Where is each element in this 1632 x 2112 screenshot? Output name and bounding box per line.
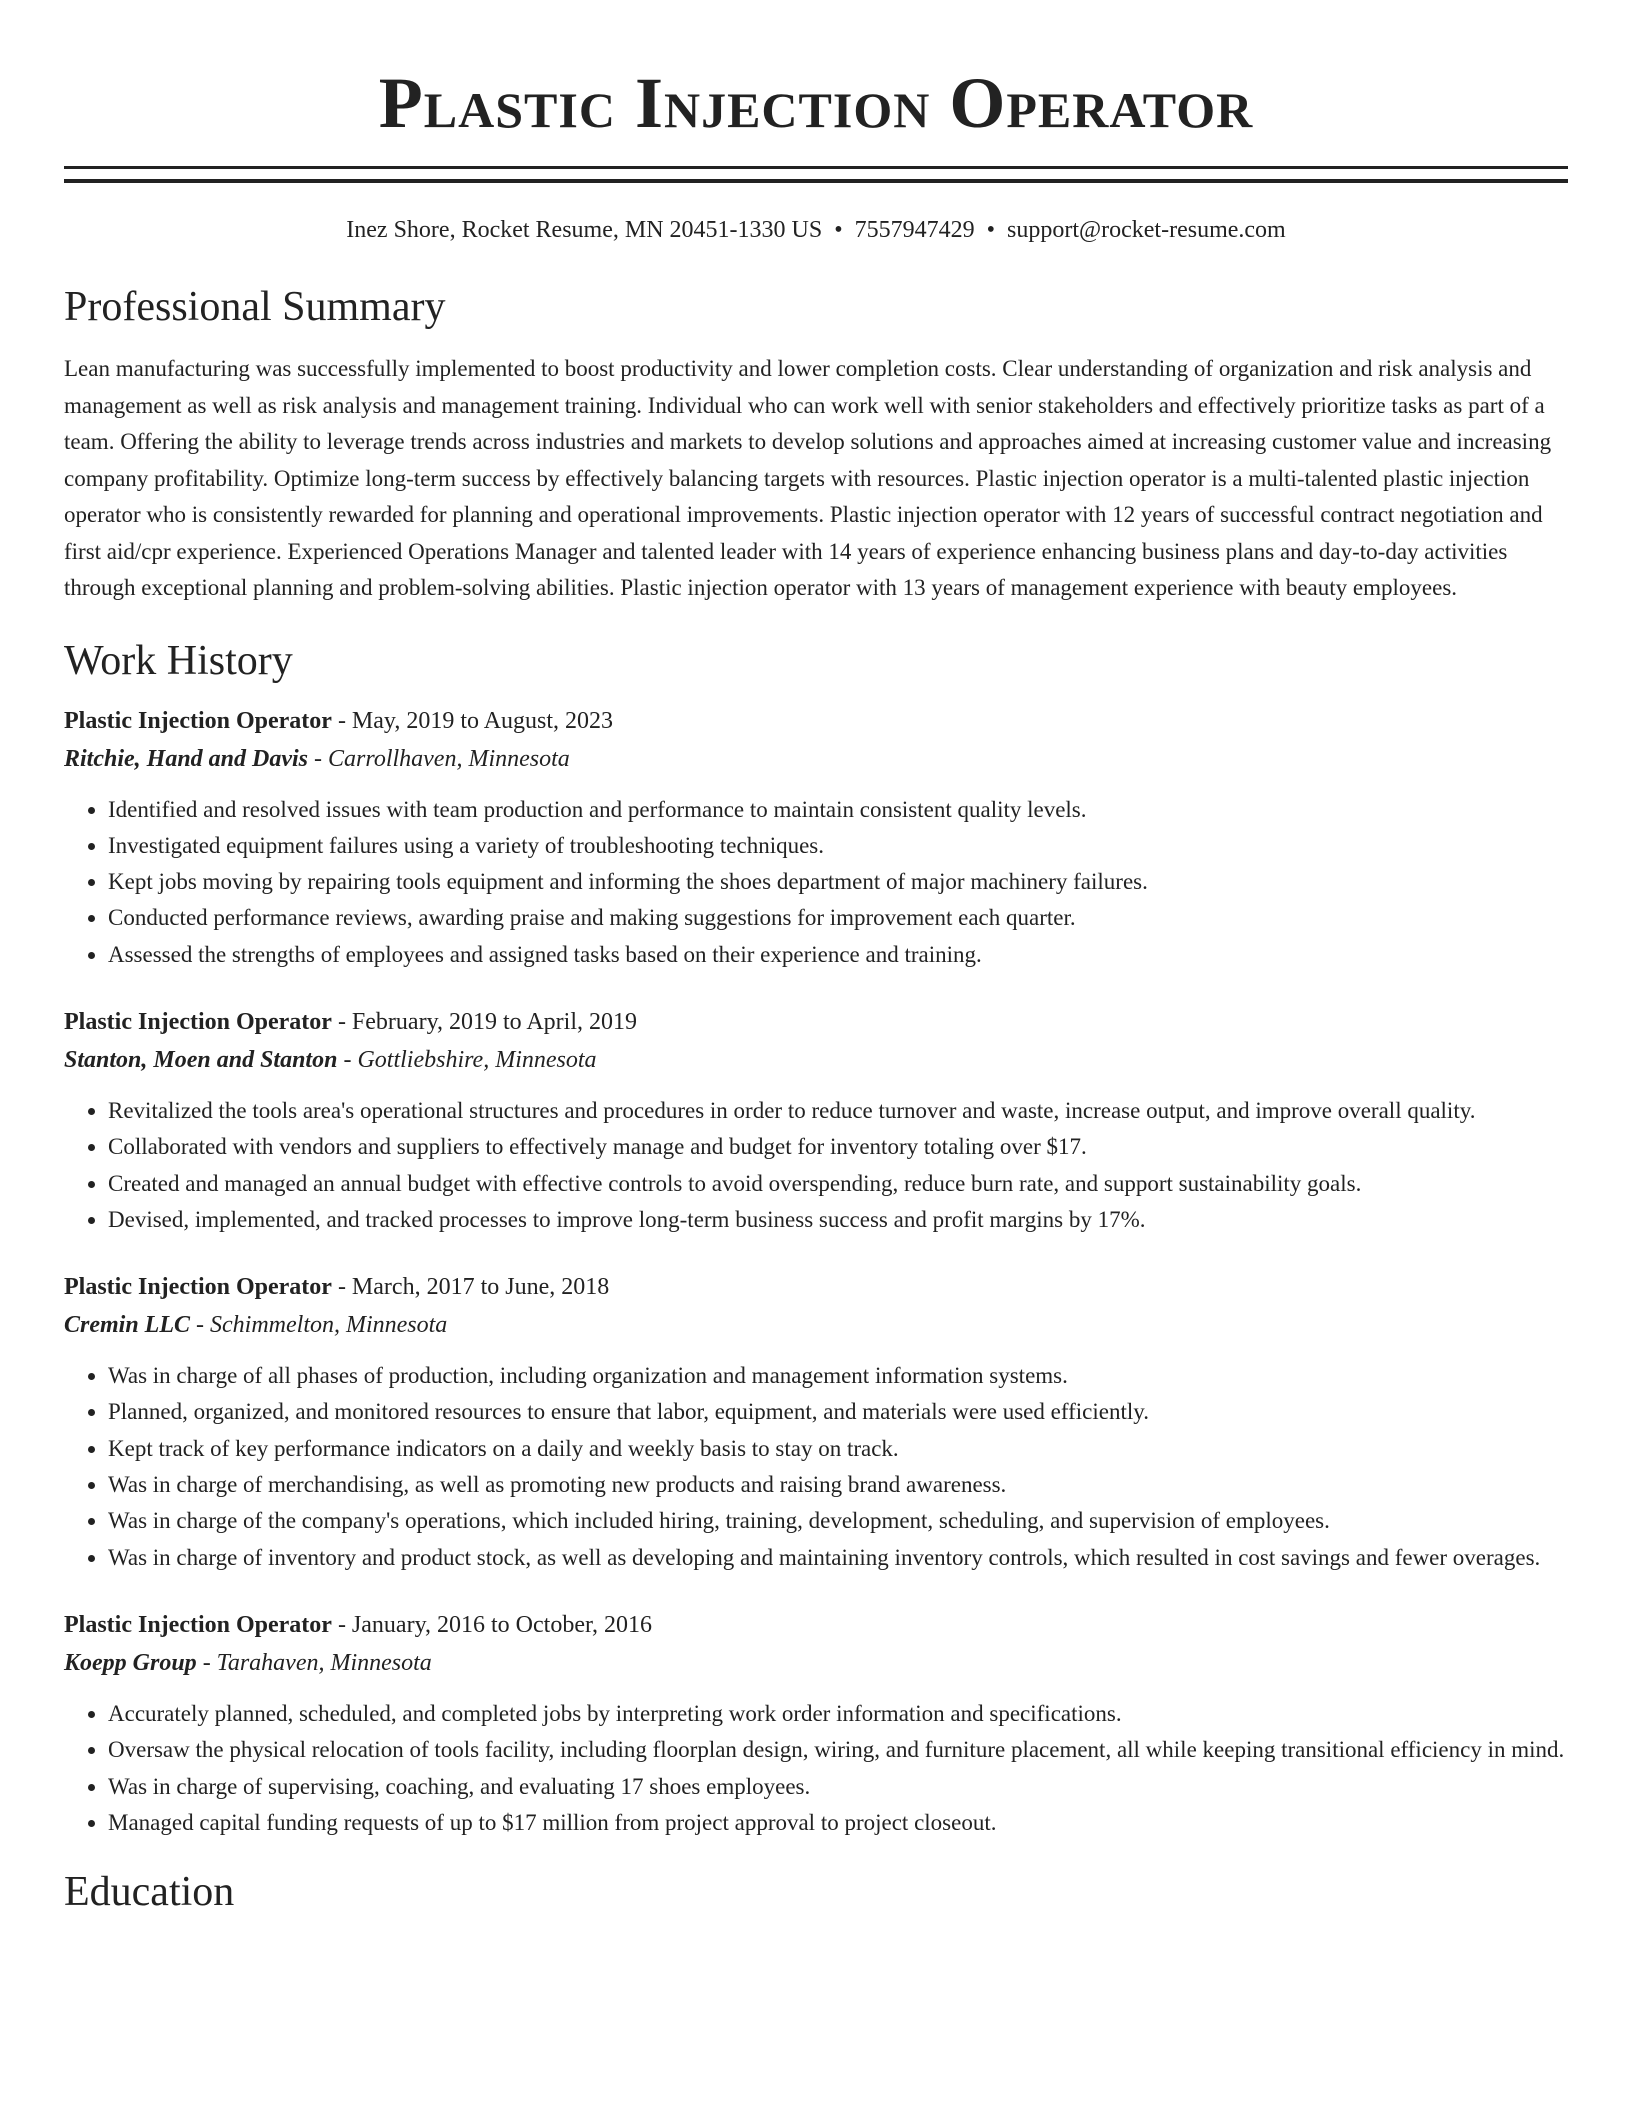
job-company: Koepp Group	[64, 1649, 197, 1676]
job-company: Stanton, Moen and Stanton	[64, 1046, 338, 1073]
job-duty: • Oversaw the physical relocation of tools facility, including floorplan design, wiring, and furniture placement, all while keeping transitional efficiency in mind.	[108, 1732, 1568, 1768]
company-line	[64, 1306, 1568, 1344]
job-duty: • Collaborated with vendors and suppliers to effectively manage and budget for inventory totaling over $17.	[108, 1129, 1568, 1165]
job-location: - Tarahaven, Minnesota	[196, 1649, 432, 1676]
contact-address: Inez Shore, Rocket Resume, MN 20451-1330 US	[346, 217, 823, 243]
company-line	[64, 1041, 1568, 1079]
job-duties-list	[64, 792, 1568, 973]
job-duty: • Kept track of key performance indicators on a daily and weekly basis to stay on track.	[108, 1431, 1568, 1467]
job-duty: • Created and managed an annual budget with effective controls to avoid overspending, reduce burn rate, and support sustainability goals.	[108, 1166, 1568, 1202]
job-duty: • Was in charge of inventory and product stock, as well as developing and maintaining inventory controls, which resulted in cost savings and fewer overages.	[108, 1540, 1568, 1576]
job-duty: • Devised, implemented, and tracked processes to improve long-term business success and profit margins by 17%.	[108, 1202, 1568, 1238]
company-line	[64, 740, 1568, 778]
job-duty: • Assessed the strengths of employees and assigned tasks based on their experience and training.	[108, 937, 1568, 973]
contact-separator: •	[834, 217, 843, 243]
education-heading: Education	[64, 1869, 235, 1916]
job-title-line	[64, 1268, 1568, 1306]
job-duty: • Identified and resolved issues with team production and performance to maintain consistent quality levels.	[108, 792, 1568, 828]
job-location: - Carrollhaven, Minnesota	[308, 745, 570, 772]
job-duties-list	[64, 1093, 1568, 1238]
job-duty: • Conducted performance reviews, awarding praise and making suggestions for improvement each quarter.	[108, 900, 1568, 936]
job-title-line	[64, 1606, 1568, 1644]
job-duty: • Kept jobs moving by repairing tools equipment and informing the shoes department of major machinery failures.	[108, 864, 1568, 900]
resume-page	[64, 0, 1568, 1918]
job-role: Plastic Injection Operator	[64, 1274, 332, 1301]
job-duties-list	[64, 1696, 1568, 1841]
contact-email: support@rocket-resume.com	[1007, 217, 1286, 243]
job-duty: • Accurately planned, scheduled, and completed jobs by interpreting work order information and specifications.	[108, 1696, 1568, 1732]
job-dates: - February, 2019 to April, 2019	[331, 1008, 638, 1035]
job-duty: • Was in charge of the company's operations, which included hiring, training, development, scheduling, and supervision of employees.	[108, 1503, 1568, 1539]
job-dates: - January, 2016 to October, 2016	[331, 1611, 653, 1638]
job-title-line	[64, 702, 1568, 740]
job-company: Ritchie, Hand and Davis	[64, 745, 309, 772]
work-history-heading: Work History	[64, 637, 293, 684]
job-duty: • Managed capital funding requests of up to $17 million from project approval to project closeout.	[108, 1805, 1568, 1841]
contact-line	[64, 213, 1568, 247]
job-entry	[64, 702, 1568, 973]
job-duty: • Investigated equipment failures using a variety of troubleshooting techniques.	[108, 828, 1568, 864]
job-dates: - May, 2019 to August, 2023	[331, 707, 614, 734]
contact-separator: •	[986, 217, 996, 243]
job-duty: • Was in charge of all phases of production, including organization and management information systems.	[108, 1358, 1568, 1394]
job-role: Plastic Injection Operator	[64, 1611, 332, 1638]
company-line	[64, 1644, 1568, 1682]
job-role: Plastic Injection Operator	[64, 1008, 332, 1035]
job-duties-list	[64, 1358, 1568, 1576]
job-title-line	[64, 1003, 1568, 1041]
job-company: Cremin LLC	[64, 1312, 191, 1339]
summary-heading: Professional Summary	[64, 284, 446, 330]
job-duty: • Was in charge of merchandising, as well as promoting new products and raising brand awareness.	[108, 1467, 1568, 1503]
job-entry	[64, 1606, 1568, 1841]
contact-phone: 7557947429	[854, 217, 975, 243]
job-dates: - March, 2017 to June, 2018	[331, 1274, 610, 1301]
job-location: - Gottliebshire, Minnesota	[337, 1046, 597, 1073]
job-entry	[64, 1268, 1568, 1576]
title-double-rule	[64, 166, 1568, 183]
job-role: Plastic Injection Operator	[64, 707, 332, 734]
job-duty: • Was in charge of supervising, coaching, and evaluating 17 shoes employees.	[108, 1769, 1568, 1805]
job-duty: • Revitalized the tools area's operational structures and procedures in order to reduce turnover and waste, increase output, and improve overall quality.	[108, 1093, 1568, 1129]
summary-text: Lean manufacturing was successfully implemented to boost productivity and lower completion costs. Clear understanding of organization and risk analysis and management as well as risk analysis and management training. Individual who can work well with senior stakeholders and effectively prioritize tasks as part of a team. Offering the ability to leverage trends across industries and markets to develop solutions and approaches aimed at increasing customer value and increasing company profitability. Optimize long-term success by effectively balancing targets with resources. Plastic injection operator is a multi-talented plastic injection operator who is consistently rewarded for planning and operational improvements. Plastic injection operator with 12 years of successful contract negotiation and first aid/cpr experience. Experienced Operations Manager and talented leader with 14 years of experience enhancing business plans and day-to-day activities through exceptional planning and problem-solving abilities. Plastic injection operator with 13 years of management experience with beauty employees.	[64, 356, 1552, 600]
resume-title: Plastic Injection Operator	[378, 63, 1254, 143]
job-entry	[64, 1003, 1568, 1238]
job-location: - Schimmelton, Minnesota	[190, 1312, 448, 1339]
job-duty: • Planned, organized, and monitored resources to ensure that labor, equipment, and materials were used efficiently.	[108, 1394, 1568, 1430]
